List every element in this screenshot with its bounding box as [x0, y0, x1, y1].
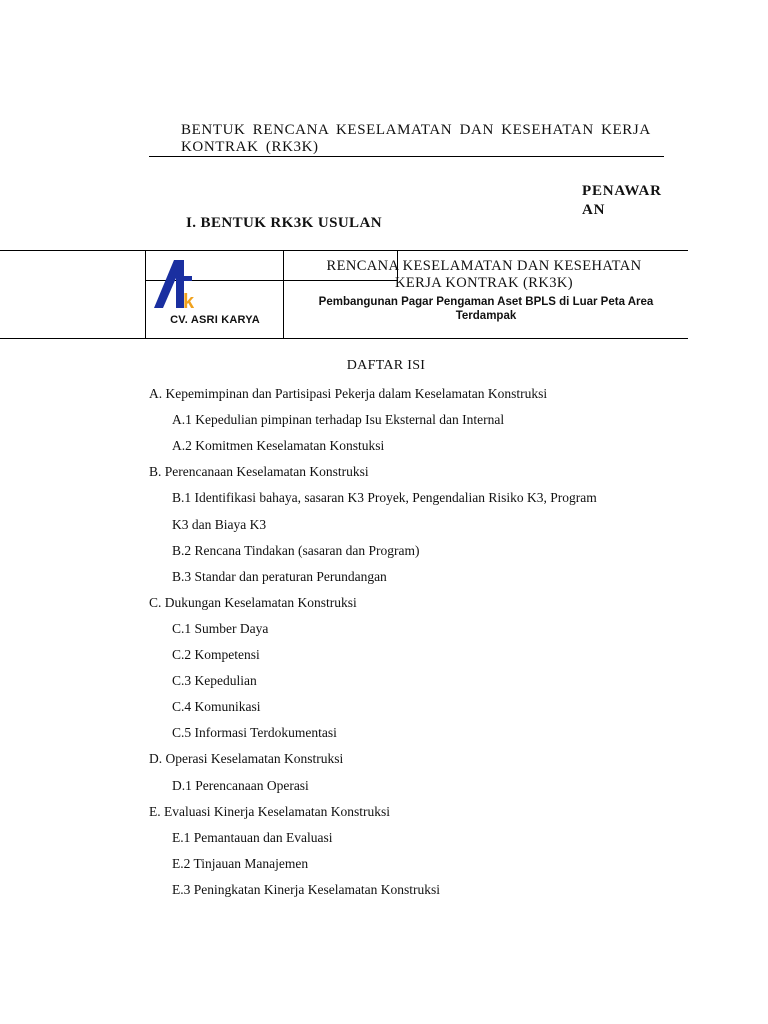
table-divider [283, 250, 284, 338]
logo-ak-icon [152, 256, 202, 312]
table-left-border [145, 250, 146, 338]
document-title-line-1: BENTUK RENCANA KESELAMATAN DAN KESEHATAN KERJA [181, 122, 651, 138]
penawaran-line-1: PENAWAR [582, 183, 662, 199]
project-name-line-2: Terdampak [455, 310, 517, 322]
table-top-border [0, 250, 688, 251]
document-title-line-2: KONTRAK (RK3K) [181, 139, 319, 155]
toc-subitem: C.1 Sumber Daya [172, 620, 269, 636]
toc-subitem: B.1 Identifikasi bahaya, sasaran K3 Proyek, Pengendalian Risiko K3, Program [172, 490, 597, 506]
header-title-line-1: RENCANA KESELAMATAN DAN KESEHATAN [326, 258, 642, 274]
toc-subitem: C.3 Kepedulian [172, 673, 257, 689]
toc-subitem: K3 dan Biaya K3 [172, 516, 267, 532]
header-title [290, 258, 678, 292]
toc-subitem: A.2 Komitmen Keselamatan Konstuksi [172, 438, 385, 454]
penawaran-label [582, 182, 682, 220]
toc-subitem: C.4 Komunikasi [172, 699, 261, 715]
table-bottom-border [0, 338, 688, 339]
document-title [181, 122, 661, 156]
toc-heading: DAFTAR ISI [346, 358, 426, 373]
toc-subitem: D.1 Perencanaan Operasi [172, 777, 309, 793]
company-logo [152, 256, 202, 312]
toc-item: E. Evaluasi Kinerja Keselamatan Konstruksi [149, 803, 391, 819]
section-heading: I. BENTUK RK3K USULAN [186, 215, 382, 231]
toc-subitem: B.2 Rencana Tindakan (sasaran dan Program) [172, 542, 420, 558]
penawaran-line-2: AN [582, 202, 606, 218]
toc-subitem: C.2 Kompetensi [172, 647, 260, 662]
toc-subitem: E.2 Tinjauan Manajemen [172, 855, 309, 871]
toc-subitem: A.1 Kepedulian pimpinan terhadap Isu Eksternal dan Internal [172, 412, 505, 428]
toc-item: C. Dukungan Keselamatan Konstruksi [149, 594, 357, 610]
toc-subitem: B.3 Standar dan peraturan Perundangan [172, 568, 387, 584]
title-underline [149, 156, 664, 157]
toc-item: D. Operasi Keselamatan Konstruksi [149, 751, 344, 767]
svg-text:k: k [183, 291, 195, 312]
company-name: CV. ASRI KARYA [170, 314, 260, 326]
toc-subitem: E.3 Peningkatan Kinerja Keselamatan Konstruksi [172, 881, 441, 897]
project-name-line-1: Pembangunan Pagar Pengaman Aset BPLS di Luar Peta Area [318, 296, 654, 308]
toc-item: A. Kepemimpinan dan Partisipasi Pekerja dalam Keselamatan Konstruksi [149, 386, 548, 401]
project-name [296, 295, 676, 323]
toc-subitem: C.5 Informasi Terdokumentasi [172, 725, 337, 741]
toc-item: B. Perencanaan Keselamatan Konstruksi [149, 464, 369, 480]
header-title-line-2: KERJA KONTRAK (RK3K) [395, 275, 573, 291]
toc-subitem: E.1 Pemantauan dan Evaluasi [172, 829, 333, 845]
